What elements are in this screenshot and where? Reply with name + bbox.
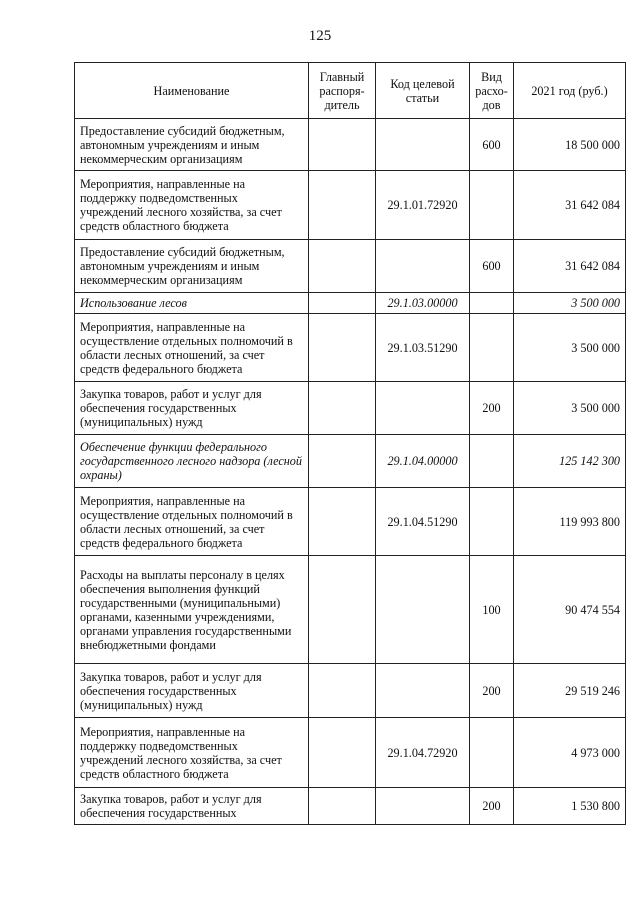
cell-admin (309, 382, 376, 435)
table-row (75, 171, 626, 240)
cell-admin (309, 314, 376, 382)
table-row (75, 293, 626, 314)
cell-admin (309, 556, 376, 664)
cell-admin (309, 240, 376, 293)
cell-code: 29.1.04.51290 (376, 488, 470, 556)
cell-admin (309, 718, 376, 788)
cell-name: Использование лесов (75, 293, 309, 314)
cell-type: 100 (470, 556, 514, 664)
cell-amount: 31 642 084 (514, 240, 626, 293)
cell-admin (309, 293, 376, 314)
cell-name: Закупка товаров, работ и услуг для обеспечения государственных (75, 788, 309, 825)
table-row (75, 119, 626, 171)
cell-admin (309, 788, 376, 825)
cell-code (376, 119, 470, 171)
cell-code: 29.1.03.00000 (376, 293, 470, 314)
table-row (75, 314, 626, 382)
cell-code: 29.1.04.00000 (376, 435, 470, 488)
table-row (75, 556, 626, 664)
table-row (75, 435, 626, 488)
cell-admin (309, 171, 376, 240)
cell-type (470, 435, 514, 488)
cell-type (470, 718, 514, 788)
table-body (75, 119, 626, 825)
cell-name: Предоставление субсидий бюджетным, автономным учреждениям и иным некоммерческим организациям (75, 240, 309, 293)
cell-code: 29.1.03.51290 (376, 314, 470, 382)
cell-type (470, 171, 514, 240)
cell-type: 600 (470, 119, 514, 171)
cell-type: 600 (470, 240, 514, 293)
cell-code (376, 382, 470, 435)
table-row (75, 788, 626, 825)
table-row (75, 382, 626, 435)
cell-name: Обеспечение функции федерального государственного лесного надзора (лесной охраны) (75, 435, 309, 488)
header-admin: Главный распоря-дитель (309, 63, 376, 119)
cell-name: Закупка товаров, работ и услуг для обеспечения государственных (муниципальных) нужд (75, 382, 309, 435)
cell-amount: 18 500 000 (514, 119, 626, 171)
cell-name: Предоставление субсидий бюджетным, автономным учреждениям и иным некоммерческим организациям (75, 119, 309, 171)
table-header-row (75, 63, 626, 119)
cell-type: 200 (470, 382, 514, 435)
cell-type (470, 314, 514, 382)
cell-name: Расходы на выплаты персоналу в целях обеспечения выполнения функций государственными (муниципальными) органами, казенными учреждениями, органами управления государственными внебюджетными фондами (75, 556, 309, 664)
cell-amount: 90 474 554 (514, 556, 626, 664)
cell-amount: 3 500 000 (514, 382, 626, 435)
cell-amount: 31 642 084 (514, 171, 626, 240)
cell-admin (309, 119, 376, 171)
cell-amount: 119 993 800 (514, 488, 626, 556)
table-row (75, 240, 626, 293)
cell-name: Мероприятия, направленные на осуществление отдельных полномочий в области лесных отношений, за счет средств федерального бюджета (75, 314, 309, 382)
cell-amount: 4 973 000 (514, 718, 626, 788)
page-number: 125 (308, 28, 332, 44)
cell-admin (309, 488, 376, 556)
cell-type (470, 293, 514, 314)
header-name: Наименование (75, 63, 309, 119)
cell-amount: 3 500 000 (514, 314, 626, 382)
cell-code: 29.1.04.72920 (376, 718, 470, 788)
cell-amount: 29 519 246 (514, 664, 626, 718)
header-code: Код целевой статьи (376, 63, 470, 119)
cell-type: 200 (470, 664, 514, 718)
table-row (75, 488, 626, 556)
cell-amount: 3 500 000 (514, 293, 626, 314)
cell-amount: 125 142 300 (514, 435, 626, 488)
cell-admin (309, 664, 376, 718)
cell-code (376, 788, 470, 825)
cell-amount: 1 530 800 (514, 788, 626, 825)
budget-table (74, 62, 626, 825)
cell-code (376, 664, 470, 718)
table-row (75, 718, 626, 788)
cell-admin (309, 435, 376, 488)
cell-code (376, 240, 470, 293)
cell-name: Мероприятия, направленные на поддержку подведомственных учреждений лесного хозяйства, за счет средств областного бюджета (75, 718, 309, 788)
table-row (75, 664, 626, 718)
cell-type: 200 (470, 788, 514, 825)
header-type: Вид расхо-дов (470, 63, 514, 119)
cell-type (470, 488, 514, 556)
cell-name: Мероприятия, направленные на поддержку подведомственных учреждений лесного хозяйства, за счет средств областного бюджета (75, 171, 309, 240)
cell-name: Закупка товаров, работ и услуг для обеспечения государственных (муниципальных) нужд (75, 664, 309, 718)
cell-code (376, 556, 470, 664)
cell-code: 29.1.01.72920 (376, 171, 470, 240)
header-amount: 2021 год (руб.) (514, 63, 626, 119)
cell-name: Мероприятия, направленные на осуществление отдельных полномочий в области лесных отношений, за счет средств федерального бюджета (75, 488, 309, 556)
